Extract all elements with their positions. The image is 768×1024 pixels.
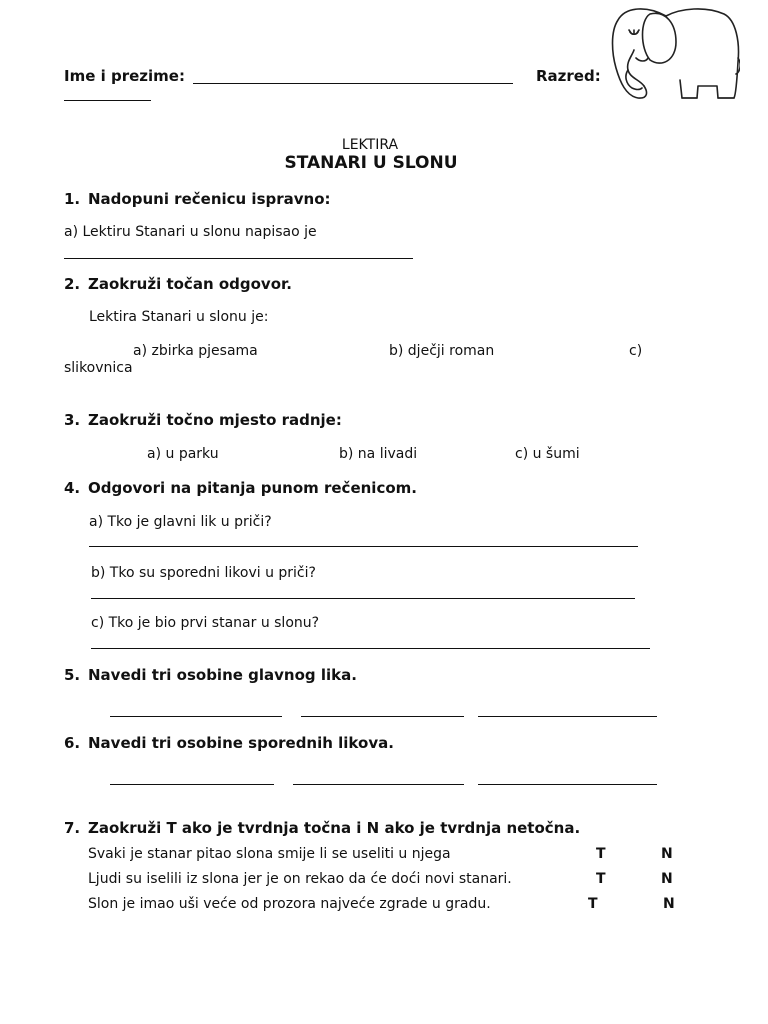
q1-sentence: a) Lektiru Stanari u slonu napisao je xyxy=(64,224,317,240)
q3-option-b[interactable]: b) na livadi xyxy=(339,446,418,462)
q6-text: Navedi tri osobine sporednih likova. xyxy=(88,734,394,752)
q4-answer-line-b[interactable] xyxy=(91,598,635,599)
q7-statement-1-false[interactable]: N xyxy=(661,846,673,862)
q4-text: Odgovori na pitanja punom rečenicom. xyxy=(88,479,417,497)
q5-answer-line-2[interactable] xyxy=(301,716,464,717)
q7-statement-2: Ljudi su iselili iz slona jer je on rekao da će doći novi stanari. xyxy=(88,871,512,887)
q5-text: Navedi tri osobine glavnog lika. xyxy=(88,666,357,684)
q5-number: 5. xyxy=(64,666,81,684)
q4-answer-line-a[interactable] xyxy=(89,546,638,547)
q6-answer-line-1[interactable] xyxy=(110,784,274,785)
class-label: Razred: xyxy=(536,67,601,85)
q2-number: 2. xyxy=(64,275,81,293)
q3-text: Zaokruži točno mjesto radnje: xyxy=(88,411,342,429)
name-field-line[interactable] xyxy=(193,83,513,84)
genre-label: LEKTIRA xyxy=(341,137,399,153)
q2-option-c-text[interactable]: slikovnica xyxy=(64,360,133,376)
q5-answer-line-1[interactable] xyxy=(110,716,282,717)
elephant-illustration-icon xyxy=(606,2,740,102)
q3-number: 3. xyxy=(64,411,81,429)
q4-number: 4. xyxy=(64,479,81,497)
q3-option-a[interactable]: a) u parku xyxy=(147,446,219,462)
q7-statement-1: Svaki je stanar pitao slona smije li se useliti u njega xyxy=(88,846,451,862)
q1-answer-line[interactable] xyxy=(64,258,413,259)
class-field-line[interactable] xyxy=(64,100,151,101)
q5-answer-line-3[interactable] xyxy=(478,716,657,717)
q7-statement-3-false[interactable]: N xyxy=(663,896,675,912)
q6-answer-line-3[interactable] xyxy=(478,784,657,785)
q1-text: Nadopuni rečenicu ispravno: xyxy=(88,190,331,208)
q6-answer-line-2[interactable] xyxy=(293,784,464,785)
q6-number: 6. xyxy=(64,734,81,752)
q7-statement-3: Slon je imao uši veće od prozora najveće zgrade u gradu. xyxy=(88,896,491,912)
q2-text: Zaokruži točan odgovor. xyxy=(88,275,292,293)
q4-answer-line-c[interactable] xyxy=(91,648,650,649)
q7-text: Zaokruži T ako je tvrdnja točna i N ako je tvrdnja netočna. xyxy=(88,819,581,837)
q7-statement-2-true[interactable]: T xyxy=(596,871,606,887)
q2-option-a[interactable]: a) zbirka pjesama xyxy=(133,343,258,359)
q4-question-b: b) Tko su sporedni likovi u priči? xyxy=(91,565,316,581)
q7-statement-3-true[interactable]: T xyxy=(588,896,598,912)
q7-statement-1-true[interactable]: T xyxy=(596,846,606,862)
q4-question-c: c) Tko je bio prvi stanar u slonu? xyxy=(91,615,320,631)
name-label: Ime i prezime: xyxy=(64,67,185,85)
q2-prompt: Lektira Stanari u slonu je: xyxy=(89,309,269,325)
q2-option-b[interactable]: b) dječji roman xyxy=(389,343,495,359)
q2-option-c[interactable]: c) xyxy=(629,343,643,359)
q1-number: 1. xyxy=(64,190,81,208)
q7-number: 7. xyxy=(64,819,81,837)
q4-question-a: a) Tko je glavni lik u priči? xyxy=(89,514,272,530)
q7-statement-2-false[interactable]: N xyxy=(661,871,673,887)
book-title: STANARI U SLONU xyxy=(284,153,458,173)
q3-option-c[interactable]: c) u šumi xyxy=(515,446,580,462)
